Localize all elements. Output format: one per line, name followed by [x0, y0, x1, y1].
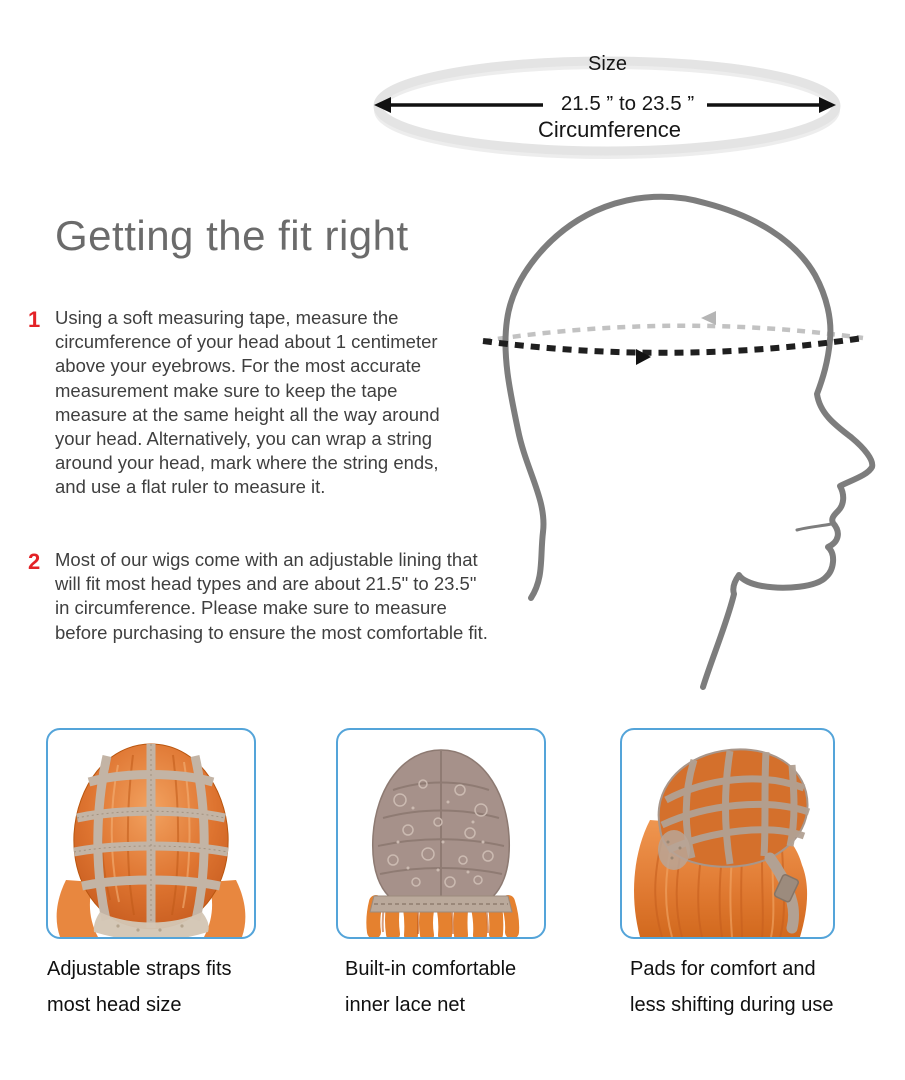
wig-cap-side-view-comfort-pads-image [622, 730, 833, 937]
ear-lace-patch [658, 830, 690, 870]
feature-caption-2-line-2: inner lace net [345, 994, 466, 1016]
measuring-tape-front-dotted-line [483, 338, 863, 353]
feature-caption-3-line-1: Pads for comfort and [630, 958, 816, 980]
step-2-number: 2 [28, 549, 41, 574]
mouth-line [797, 524, 831, 530]
step-2-text: Most of our wigs come with an adjustable lining that will fit most head types and are about 21.5" to 23.5" in circumference. Please make sure to measure before purchasing to ensure the most comfortable fit. [55, 549, 488, 643]
feature-caption-1-line-2: most head size [47, 994, 182, 1016]
step-1-number: 1 [28, 307, 41, 332]
feature-caption-3-line-2: less shifting during use [630, 994, 834, 1016]
head-outline [505, 197, 872, 687]
tape-arrowhead-back-icon [701, 311, 716, 325]
feature-card-adjustable-straps [46, 728, 256, 939]
wig-cap-top-view-adjustable-straps-image [48, 730, 254, 937]
size-range-value: 21.5 ” to 23.5 ” [560, 92, 695, 115]
step-1-text: Using a soft measuring tape, measure the circumference of your head about 1 centimeter above your eyebrows. For the most accurate measurement make sure to keep the tape measure at the same height all the way around your head. Alternatively, you can wrap a string around your head, mark where the string ends, and use a flat ruler to measure it. [55, 307, 440, 498]
circumference-label: Circumference [537, 117, 682, 142]
feature-caption-2-line-1: Built-in comfortable [345, 958, 517, 980]
feature-card-lace-net [336, 728, 546, 939]
wig-cap-inner-lace-net-image [338, 730, 544, 937]
feature-caption-1-line-1: Adjustable straps fits [47, 958, 232, 980]
feature-card-comfort-pads [620, 728, 835, 939]
head-profile-figure [460, 180, 905, 710]
measuring-tape-back-dotted-line [483, 326, 863, 341]
page-title: Getting the fit right [55, 212, 409, 259]
size-label: Size [588, 53, 627, 75]
